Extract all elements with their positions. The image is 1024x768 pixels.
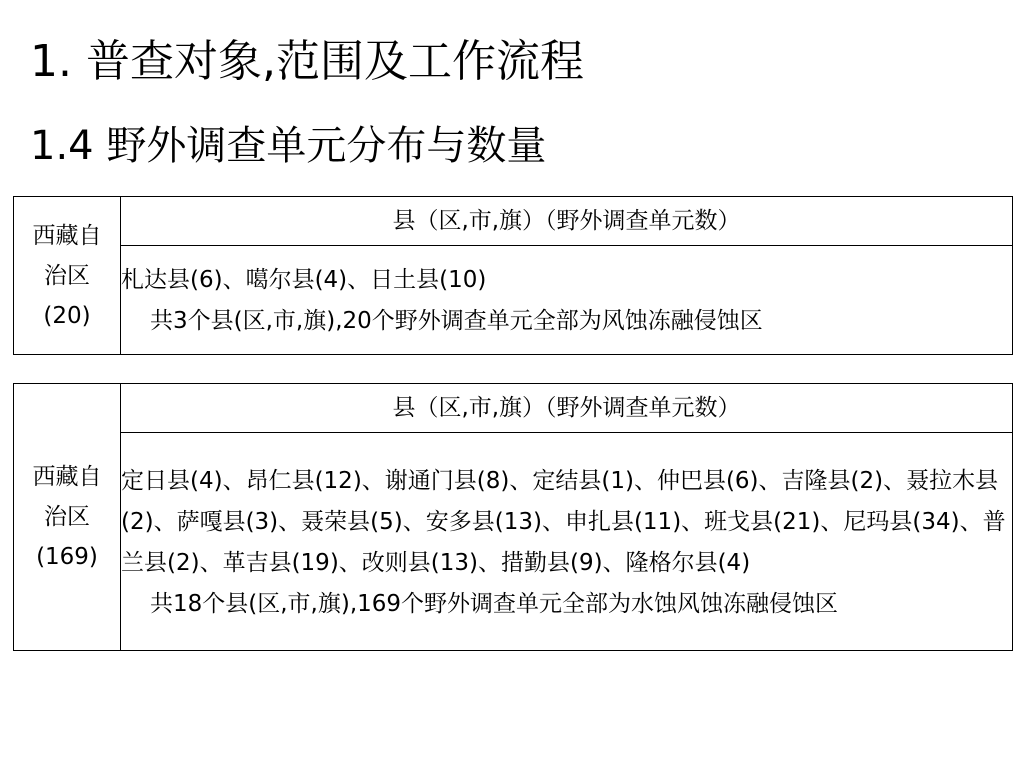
region-unit-count: (169) (36, 544, 98, 570)
region-unit-count: (20) (43, 302, 91, 329)
region-cell (14, 384, 121, 651)
summary-text: 共3个县(区,市,旗),20个野外调查单元全部为风蚀冻融侵蚀区 (150, 308, 763, 334)
survey-unit-table (13, 383, 1013, 651)
region-cell (14, 197, 121, 355)
county-list: 札达县(6)、噶尔县(4)、日土县(10) (121, 267, 487, 293)
survey-unit-table (13, 196, 1013, 355)
region-name: 西藏自治区 (32, 222, 102, 289)
summary-text: 共18个县(区,市,旗),169个野外调查单元全部为水蚀风蚀冻融侵蚀区 (150, 590, 839, 617)
county-list: 定日县(4)、昂仁县(12)、谢通门县(8)、定结县(1)、仲巴县(6)、吉隆县(2)、聂拉木县(2)、萨嘎县(3)、聂荣县(5)、安多县(13)、申扎县(11)、班戈县(21)、尼玛县(34)、普兰县(2)、革吉县(19)、改则县(13)、措勤县(9)、隆格尔县(4) (121, 467, 1006, 576)
section-subtitle: 1.4 野外调查单元分布与数量 (30, 123, 547, 169)
county-list-cell (121, 246, 1013, 355)
region-name: 西藏自治区 (32, 464, 102, 530)
county-list-cell (121, 433, 1013, 651)
table-header: 县（区,市,旗）（野外调查单元数） (121, 197, 1013, 246)
page-title: 1. 普查对象,范围及工作流程 (30, 36, 584, 87)
table-header: 县（区,市,旗）（野外调查单元数） (121, 384, 1013, 433)
